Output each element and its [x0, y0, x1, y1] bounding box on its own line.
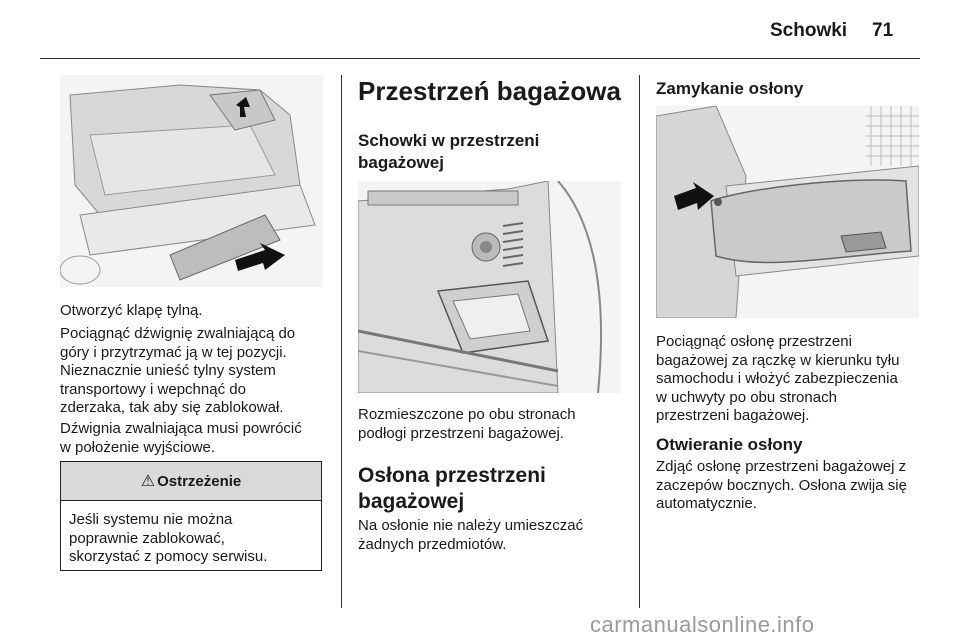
column-divider-right: [639, 75, 640, 608]
paragraph-storage-location: Rozmieszczone po obu stronach podłogi przestrzeni bagażowej.: [358, 406, 576, 442]
subsection-title-cover: Osłona przestrzeni bagażowej: [358, 464, 546, 513]
paragraph-open-tailgate: Otworzyć klapę tylną.: [60, 302, 203, 319]
warning-header: [61, 462, 321, 501]
section-title: Przestrzeń bagażowa: [358, 76, 621, 106]
warning-title: Ostrzeżenie: [157, 472, 242, 490]
page-number: 71: [872, 20, 894, 41]
warning-box: [60, 461, 322, 571]
warning-triangle-icon: ⚠: [140, 473, 156, 490]
subsection-title-open-cover: Otwieranie osłony: [656, 435, 803, 454]
figure-tailgate-lever: [60, 75, 323, 287]
watermark: carmanualsonline.info: [590, 612, 815, 637]
paragraph-close-cover: Pociągnąć osłonę przestrzeni bagażowej za rączkę w kierunku tyłu samochodu i włożyć zabezpieczenia w uchwyty po obu stronach przestrzeni bagażowej.: [656, 333, 900, 424]
warning-text: Jeśli systemu nie można poprawnie zablokować, skorzystać z pomocy serwisu.: [69, 511, 268, 565]
paragraph-lever-return: Dźwignia zwalniająca musi powrócić w położenie wyjściowe.: [60, 420, 302, 456]
figure-cover-closing: [656, 106, 919, 318]
subsection-title-close-cover: Zamykanie osłony: [656, 79, 804, 98]
page-header-title: Schowki: [770, 20, 848, 41]
paragraph-open-cover: Zdjąć osłonę przestrzeni bagażowej z zaczepów bocznych. Osłona zwija się automatycznie.: [656, 458, 907, 512]
subsection-title-storage: Schowki w przestrzeni bagażowej: [358, 131, 540, 172]
header-rule: [40, 58, 920, 59]
paragraph-cover-warning: Na osłonie nie należy umieszczać żadnych przedmiotów.: [358, 517, 584, 553]
paragraph-release-lever: Pociągnąć dźwignię zwalniającą do góry i przytrzymać ją w tej pozycji. Nieznacznie unieść tylny system transportowy i wepchnąć do zderzaka, tak aby się zablokował.: [60, 325, 296, 416]
figure-side-storage: [358, 181, 621, 393]
column-divider-left: [341, 75, 342, 608]
